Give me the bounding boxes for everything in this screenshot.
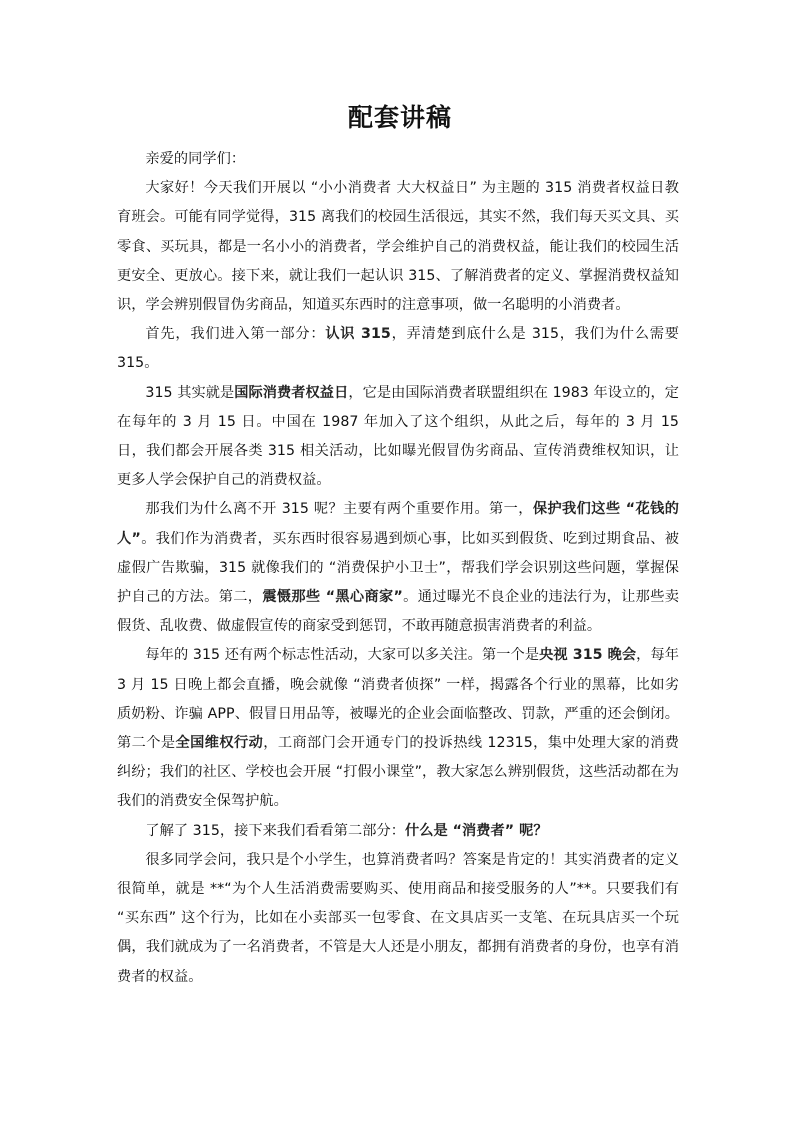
text-span: 首先，我们进入第一部分： [145,326,326,343]
definition-315-paragraph [117,379,679,496]
intro-paragraph: 大家好！今天我们开展以 “小小消费者 大大权益日” 为主题的 315 消费者权益日教育班会。可能有同学觉得，315 离我们的校园生活很远，其实不然，我们每天买文具、买零食、买玩具，都是一名小小的消费者，学会维护自己的消费权益，能让我们的校园生活更安全、更放心。接下来，就让我们一起认识 315、了解消费者的定义、掌握消费权益知识，学会辨别假冒伪劣商品，知道买东西时的注意事项，做一名聪明的小消费者。 [117,180,679,314]
bold-emphasis: 震慑那些 “黑心商家” [262,589,403,606]
text-span: ，它是由国际消费者联盟组织在 1983 年设立的，定在每年的 3 月 15 日。中国在 1987 年加入了这个组织，从此之后，每年的 3 月 15 日，我们都会开展各类 315 相关活动，比如曝光假冒伪劣商品、宣传消费维权知识，让更多人学会保护自己的消费权益。 [117,384,679,489]
document-page [117,100,679,992]
bold-emphasis: 全国维权行动 [175,735,264,752]
document-title: 配套讲稿 [347,103,452,132]
consumer-definition-paragraph: 很多同学会问，我只是个小学生，也算消费者吗？答案是肯定的！其实消费者的定义很简单，就是 **“为个人生活消费需要购买、使用商品和接受服务的人”**。只要我们有 “买东西” 这个行为，比如在小卖部买一包零食、在文具店买一支笔、在玩具店买一个玩偶，我们就成为了一名消费者，不管是大人还是小朋友，都拥有消费者的身份，也享有消费者的权益。 [117,851,679,985]
text-span: 每年的 315 还有两个标志性活动，大家可以多关注。第一个是 [145,647,540,664]
text-span: 。通过曝光不良企业的违法行为，让那些卖假货、乱收费、做虚假宣传的商家受到惩罚，不敢再随意损害消费者的利益。 [117,589,679,635]
text-span: 315 其实就是 [145,384,235,401]
text-span: 。我们作为消费者，买东西时很容易遇到烦心事，比如买到假货、吃到过期食品、被虚假广告欺骗，315 就像我们的 “消费保护小卫士”，帮我们学会识别这些问题，掌握保护自己的方法。第二， [117,530,679,606]
text-span: 了解了 315，接下来我们看看第二部分： [145,822,405,839]
activities-paragraph [117,641,679,816]
bold-emphasis: 央视 315 晚会 [539,647,637,664]
bold-emphasis: 认识 315 [325,326,391,343]
part-one-heading-paragraph [117,320,679,378]
text-span: ，每年 3 月 15 日晚上都会直播，晚会就像 “消费者侦探” 一样，揭露各个行业的黑幕，比如劣质奶粉、诈骗 APP、假冒日用品等，被曝光的企业会面临整改、罚款，严重的还会倒闭。第二个是 [117,647,679,752]
part-two-heading-paragraph [117,817,679,846]
greeting-paragraph: 亲爱的同学们： [145,151,246,167]
bold-emphasis: 保护我们这些 “花钱的人” [117,501,679,547]
importance-paragraph [117,495,679,641]
text-span: ，弄清楚到底什么是 315，我们为什么需要 315。 [117,326,679,372]
text-span: 那我们为什么离不开 315 呢？主要有两个重要作用。第一， [145,501,533,518]
bold-emphasis: 国际消费者权益日 [234,384,349,401]
text-span: ，工商部门会开通专门的投诉热线 12315，集中处理大家的消费纠纷；我们的社区、学校也会开展 “打假小课堂”，教大家怎么辨别假货，这些活动都在为我们的消费安全保驾护航。 [117,735,679,810]
bold-emphasis: 什么是 “消费者” 呢？ [404,822,548,839]
